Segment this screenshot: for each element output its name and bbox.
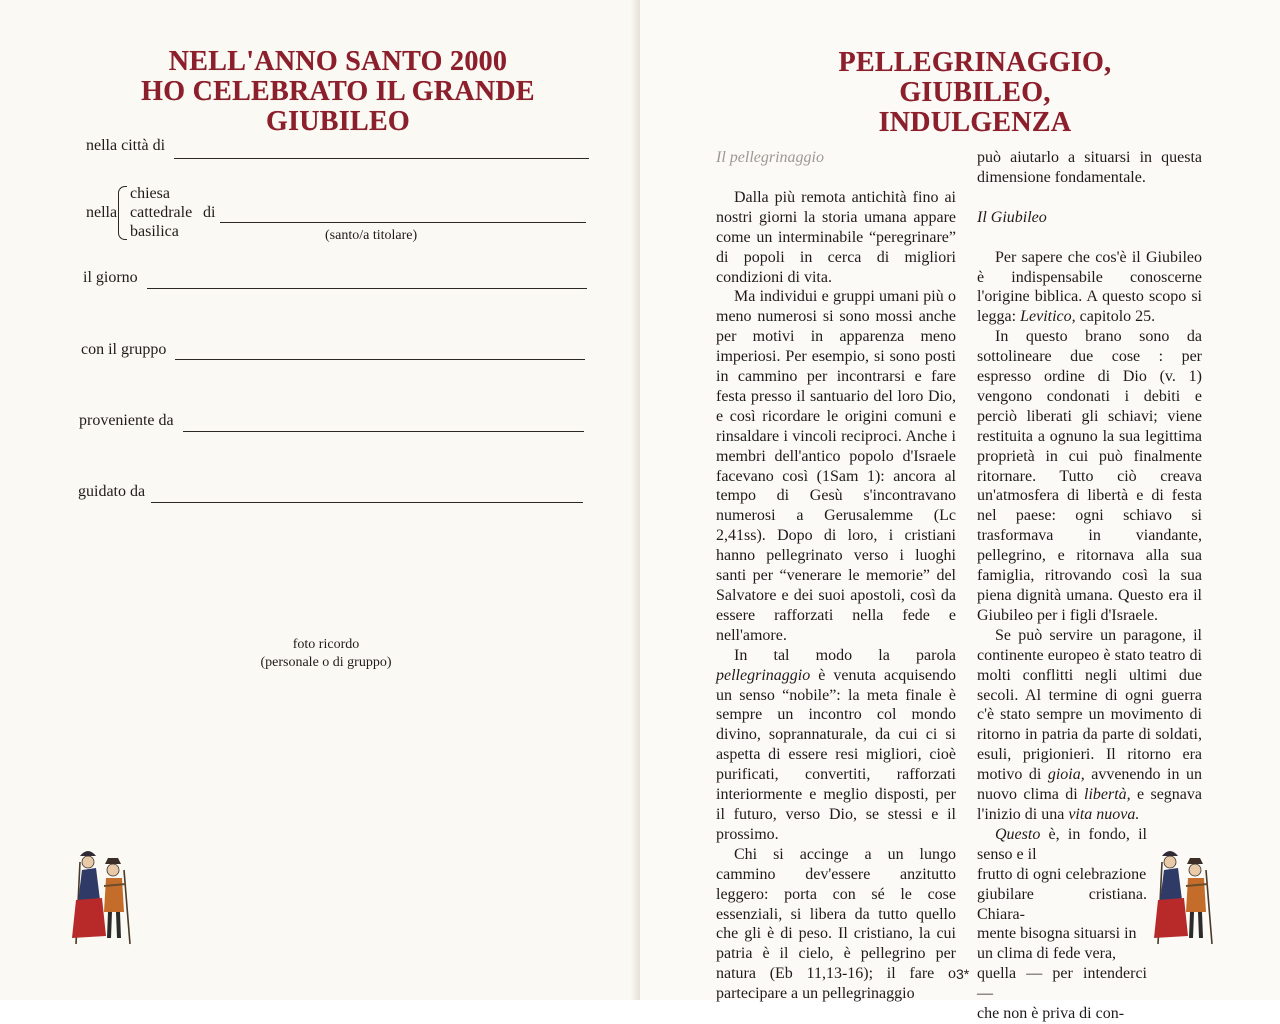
col2-p3-italic-1: gioia, — [1047, 766, 1085, 784]
col2-p4-line-1 — [977, 825, 1147, 865]
col2-p3-italic-2: libertà, — [1084, 786, 1131, 804]
col1-paragraph-3 — [716, 646, 956, 845]
church-option-basilica: basilica — [130, 223, 179, 240]
group-line[interactable] — [175, 359, 585, 360]
col2-p4-line-3: giubilare cristiana. Chiara- — [977, 885, 1147, 923]
guide-label: guidato da — [78, 483, 146, 500]
church-option-cattedrale: cattedrale — [130, 204, 193, 221]
saint-caption: (santo/a titolare) — [325, 228, 418, 243]
col2-p4-italic: Questo — [995, 825, 1041, 843]
guide-line[interactable] — [151, 502, 583, 503]
col2-p4-line-5: un clima di fede vera, — [977, 945, 1117, 963]
photo-caption-line-2: (personale o di gruppo) — [260, 655, 392, 670]
church-line[interactable] — [220, 222, 586, 223]
col2-p4-line-2: frutto di ogni celebrazione — [977, 865, 1147, 883]
col2-paragraph-4 — [977, 825, 1147, 1024]
church-option-chiesa: chiesa — [130, 185, 170, 202]
page-number: 3* — [956, 966, 970, 982]
group-label: con il gruppo — [81, 341, 167, 358]
text-column-1 — [716, 148, 956, 1004]
col2-p1-italic: Levitico, — [1020, 308, 1076, 326]
city-label: nella città di — [86, 137, 166, 154]
right-title-line-1: PELLEGRINAGGIO, GIUBILEO, — [838, 47, 1112, 108]
left-title-line-2: HO CELEBRATO IL GRANDE GIUBILEO — [141, 76, 535, 137]
col2-p3-mid: avvenendo in un nuovo clima di — [977, 766, 1202, 804]
day-line[interactable] — [147, 288, 587, 289]
city-line[interactable] — [174, 158, 589, 159]
col2-p4-line-1-rest: è, in fondo, il senso e il — [977, 825, 1147, 863]
col2-p4-line-7: che non è priva di con- — [977, 1005, 1125, 1023]
col1-paragraph-1: Dalla più remota antichità fino ai nostri giorni la storia umana appare come un interminabile “peregrinare” di popoli in cerca di migliori condizioni di vita. — [716, 188, 956, 286]
col1-p3-after: è venuta acquisendo un senso “nobile”: la meta finale è sempre un incontro col mondo divino, soprannaturale, da cui ci si aspetta di essere resi migliori, cioè purificati, convertiti, rafforzati interiormente e meglio disposti, per il futuro, verso Dio, se stessi e il prossimo. — [716, 666, 956, 843]
col2-p1-before: Per sapere che cos'è il Giubileo è indispensabile conoscerne l'origine biblica. A questo scopo si legga: — [977, 248, 1202, 326]
heading-pellegrinaggio: Il pellegrinaggio — [716, 149, 824, 166]
day-label: il giorno — [83, 269, 138, 286]
right-title-line-2: INDULGENZA — [878, 107, 1072, 138]
col1-p3-before: In tal modo la parola — [734, 646, 956, 664]
from-label: proveniente da — [79, 412, 174, 429]
col2-p3-before: Se può servire un paragone, il continente europeo è stato teatro di molti conflitti negli ultimi due secoli. Al termine di ogni guerra c'è stato sempre un movimento di ritorno in patria da parte di soldati, esuli, prigionieri. Il ritorno era motivo di — [977, 626, 1202, 784]
col2-paragraph-2: In questo brano sono da sottolineare due cose : per espresso ordine di Dio (v. 1) vengono condonati i debiti e perciò liberati gli schiavi; viene restituita a ognuno la sua legittima proprietà in cui può finalmente ritornare. Tutto ciò creava un'atmosfera di libertà e di festa nel paese: ogni schiavo si trasformava in viandante, pellegrino, e ritornava alla sua famiglia, ritrovando così la sua piena dignità umana. Questo era il Giubileo per i figli d'Israele. — [977, 328, 1202, 624]
photo-caption-line-1: foto ricordo — [292, 637, 360, 652]
left-page-title — [88, 47, 588, 137]
col2-paragraph-1 — [977, 248, 1202, 328]
di-label: di — [203, 204, 216, 221]
heading-giubileo: Il Giubileo — [977, 208, 1047, 226]
photo-caption — [246, 636, 406, 672]
col1-paragraph-4: Chi si accinge a un lungo cammino dev'essere anzitutto leggero: porta con sé le cose essenziali, si libera da tutto quello che gli è di peso. Il cristiano, la cui patria è il cielo, è pellegrino per natura (Eb 11,13-16); il fare o partecipare a un pellegrinaggio — [716, 845, 956, 1003]
church-brace — [118, 186, 127, 240]
right-page-title — [760, 48, 1190, 138]
col2-p3-italic-3: vita nuova. — [1068, 805, 1140, 823]
col2-p1-after: capitolo 25. — [1075, 308, 1156, 326]
col2-p4-line-4: mente bisogna situarsi in — [977, 925, 1137, 943]
col2-p4-line-6: quella — per intenderci — — [977, 965, 1147, 1003]
pilgrims-illustration-icon — [1148, 840, 1228, 946]
right-page — [640, 0, 1280, 1023]
from-line[interactable] — [183, 431, 584, 432]
col1-p3-italic: pellegrinaggio — [716, 666, 811, 684]
col1-paragraph-2: Ma individui e gruppi umani più o meno numerosi si sono mossi anche per motivi in apparenza meno imperiosi. Per esempio, si sono posti in cammino per incontrarsi e fare festa presso il santuario del loro Dio, e così ricordare le origini comuni e rinsaldare i vincoli reciproci. Anche i membri dell'antico popolo d'Israele facevano così (1Sam 1): ancora al tempo di Gesù s'incontravano numerosi a Gerusalemme (Lc 2,41ss). Dopo di loro, i cristiani hanno pellegrinato verso i luoghi santi per “venerare le memorie” del Salvatore e dei suoi apostoli, così da essere rafforzati nella fede e nell'amore. — [716, 288, 956, 644]
left-title-line-1: NELL'ANNO SANTO 2000 — [168, 46, 508, 77]
col2-paragraph-3 — [977, 626, 1202, 825]
left-page — [0, 0, 640, 1000]
col2-paragraph-0: può aiutarlo a situarsi in questa dimensione fondamentale. — [977, 149, 1202, 186]
pilgrims-illustration-icon — [66, 840, 146, 946]
col2-p3-mid-2: e segnava l'inizio di una — [977, 786, 1203, 823]
nella-label: nella — [86, 204, 118, 221]
